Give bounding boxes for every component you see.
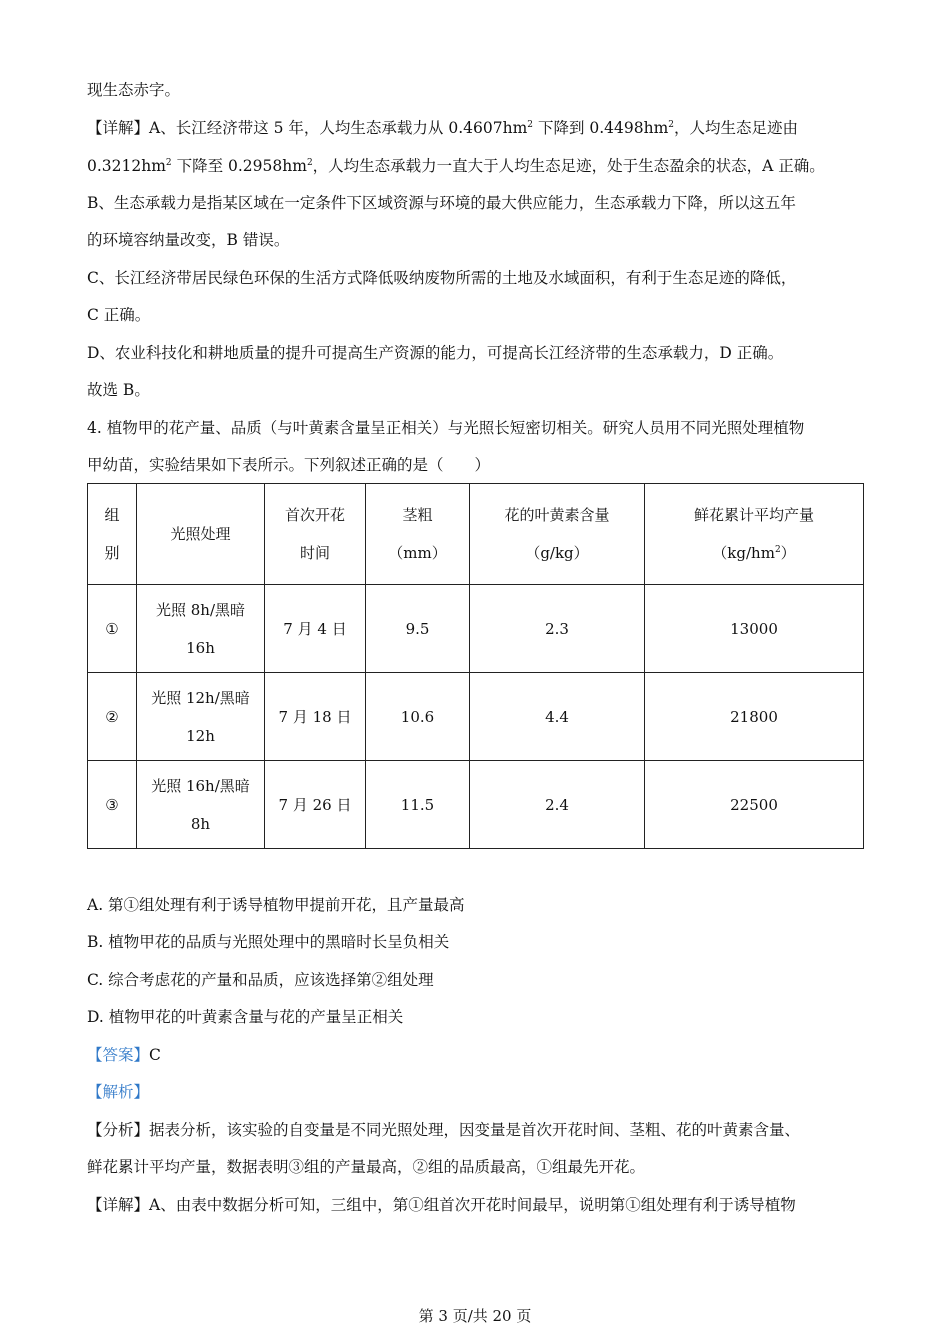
header-treatment: 光照处理 <box>137 484 265 585</box>
paragraph-line: C、长江经济带居民绿色环保的生活方式降低吸纳废物所需的土地及水域面积，有利于生态足迹的降低， <box>87 269 797 287</box>
option-d: D. 植物甲花的叶黄素含量与花的产量呈正相关 <box>87 1008 404 1026</box>
cell-group: ② <box>88 673 137 761</box>
analysis-line: 鲜花累计平均产量，数据表明③组的产量最高，②组的品质最高，①组最先开花。 <box>87 1158 646 1176</box>
table-header-row <box>88 484 864 585</box>
text-span: ，人均生态承载力一直大于人均生态足迹，处于生态盈余的状态，A 正确。 <box>312 157 825 175</box>
paragraph-line: D、农业科技化和耕地质量的提升可提高生产资源的能力，可提高长江经济带的生态承载力，D 正确。 <box>87 344 784 362</box>
cell-stem: 10.6 <box>366 673 470 761</box>
answer-line <box>87 1045 161 1065</box>
answer-tag: 【答案】 <box>87 1046 150 1064</box>
results-table <box>87 483 864 849</box>
option-a: A. 第①组处理有利于诱导植物甲提前开花，且产量最高 <box>87 896 465 914</box>
superscript: 2 <box>668 120 675 130</box>
text-span: 据表分析，该实验的自变量是不同光照处理，因变量是首次开花时间、茎粗、花的叶黄素含量、 <box>149 1121 801 1139</box>
analysis-fx-tag: 【分析】 <box>87 1121 150 1139</box>
option-c: C. 综合考虑花的产量和品质，应该选择第②组处理 <box>87 971 434 989</box>
text-span: A、长江经济带这 5 年，人均生态承载力从 0.4607hm <box>149 119 528 137</box>
cell-treatment: 光照 12h/黑暗 12h <box>137 673 265 761</box>
superscript: 2 <box>165 158 172 168</box>
header-flower-time: 首次开花 时间 <box>265 484 366 585</box>
text-span: 0.3212hm <box>87 157 166 175</box>
cell-treatment: 光照 16h/黑暗 8h <box>137 761 265 849</box>
paragraph-line: 的环境容纳量改变，B 错误。 <box>87 231 290 249</box>
cell-time: 7 月 18 日 <box>265 673 366 761</box>
analysis-tag: 【解析】 <box>87 1083 150 1101</box>
cell-group: ③ <box>88 761 137 849</box>
text-span: A、由表中数据分析可知，三组中，第①组首次开花时间最早，说明第①组处理有利于诱导植物 <box>149 1196 796 1214</box>
page-footer: 第 3 页/共 20 页 <box>418 1307 532 1325</box>
cell-treatment: 光照 8h/黑暗 16h <box>137 585 265 673</box>
cell-stem: 9.5 <box>366 585 470 673</box>
paragraph-line <box>87 156 825 176</box>
paragraph-line: C 正确。 <box>87 306 151 324</box>
header-lutein: 花的叶黄素含量 （g/kg） <box>470 484 645 585</box>
table-row <box>88 585 864 673</box>
analysis-xj-tag: 【详解】 <box>87 1196 150 1214</box>
cell-yield: 21800 <box>645 673 864 761</box>
paragraph-line: 现生态赤字。 <box>87 81 181 99</box>
cell-lutein: 4.4 <box>470 673 645 761</box>
table-row <box>88 761 864 849</box>
cell-group: ① <box>88 585 137 673</box>
header-yield: 鲜花累计平均产量 $(kg/hm^2)$ <box>645 484 864 585</box>
option-b: B. 植物甲花的品质与光照处理中的黑暗时长呈负相关 <box>87 933 450 951</box>
table-row <box>88 673 864 761</box>
cell-yield: 13000 <box>645 585 864 673</box>
answer-value: C <box>149 1046 161 1064</box>
superscript: 2 <box>306 158 313 168</box>
analysis-line <box>87 1195 796 1215</box>
text-span: 下降到 0.4498hm <box>533 119 669 137</box>
header-group: 组 别 <box>88 484 137 585</box>
text-span: ，人均生态足迹由 <box>674 119 799 137</box>
cell-yield: 22500 <box>645 761 864 849</box>
paragraph-line: B、生态承载力是指某区域在一定条件下区域资源与环境的最大供应能力，生态承载力下降，所以这五年 <box>87 194 796 212</box>
header-stem: 茎粗 （mm） <box>366 484 470 585</box>
paragraph-line: 故选 B。 <box>87 381 150 399</box>
cell-lutein: 2.4 <box>470 761 645 849</box>
question-line: 甲幼苗，实验结果如下表所示。下列叙述正确的是（ ） <box>87 456 491 474</box>
cell-time: 7 月 26 日 <box>265 761 366 849</box>
superscript: 2 <box>527 120 534 130</box>
detail-tag: 【详解】 <box>87 119 150 137</box>
cell-time: 7 月 4 日 <box>265 585 366 673</box>
cell-stem: 11.5 <box>366 761 470 849</box>
text-span: 下降至 0.2958hm <box>171 157 307 175</box>
analysis-line <box>87 1120 800 1140</box>
question-line: 4. 植物甲的花产量、品质（与叶黄素含量呈正相关）与光照长短密切相关。研究人员用不同光照处理植物 <box>87 419 805 437</box>
cell-lutein: 2.3 <box>470 585 645 673</box>
paragraph-line <box>87 118 798 138</box>
